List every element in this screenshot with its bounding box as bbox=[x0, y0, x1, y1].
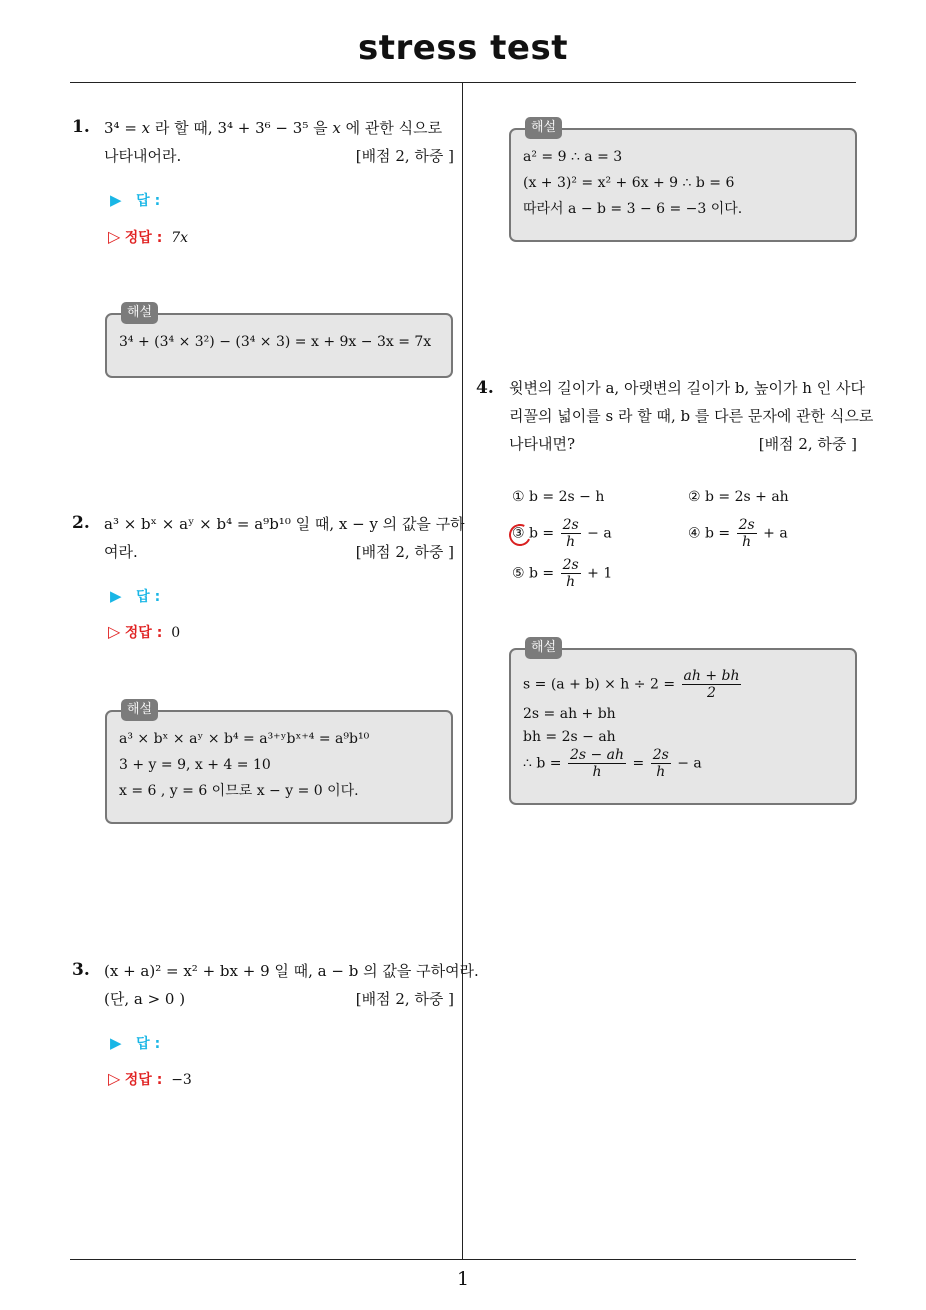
correct-value: 0 bbox=[171, 625, 181, 641]
denominator: 2 bbox=[707, 685, 716, 701]
choice-4[interactable] bbox=[688, 517, 788, 550]
choice-4-post: + a bbox=[758, 525, 788, 542]
q4-line-2: 리꼴의 넓이를 s 라 할 때, b 를 다른 문자에 관한 식으로 bbox=[509, 407, 874, 425]
expl-text: = bbox=[628, 755, 649, 772]
fraction bbox=[561, 557, 581, 590]
correct-value: 7x bbox=[171, 230, 189, 246]
answer-label: 답 : bbox=[136, 193, 161, 209]
choice-3-mark: ③ bbox=[512, 525, 525, 542]
choice-4-pre: b = bbox=[700, 525, 735, 542]
explanation-line: 2s = ah + bh bbox=[523, 706, 616, 722]
explanation-line bbox=[523, 747, 843, 780]
explanation-line: 따라서 a − b = 3 − 6 = −3 이다. bbox=[523, 201, 743, 217]
denominator: h bbox=[742, 534, 752, 550]
question-3-answer bbox=[110, 1033, 160, 1053]
question-4-number: 4. bbox=[476, 378, 494, 398]
explanation-tag: 해설 bbox=[525, 117, 562, 139]
numerator: 2s bbox=[562, 517, 579, 533]
correct-label: 정답 : bbox=[124, 230, 163, 246]
explanation-line: a² = 9 ∴ a = 3 bbox=[523, 149, 623, 165]
triangle-outline-icon: ▷ bbox=[108, 622, 121, 641]
question-1-correct bbox=[108, 227, 188, 247]
q1-var-x: x bbox=[141, 119, 151, 137]
page-number: 1 bbox=[456, 1268, 470, 1290]
explanation-line: bh = 2s − ah bbox=[523, 729, 616, 745]
correct-value: −3 bbox=[171, 1072, 192, 1088]
denominator: h bbox=[566, 574, 576, 590]
top-rule bbox=[70, 82, 856, 83]
denominator: h bbox=[656, 764, 666, 780]
q4-line-3: 나타내면? bbox=[509, 435, 576, 453]
question-4-explanation bbox=[509, 640, 857, 805]
numerator: 2s bbox=[562, 557, 579, 573]
fraction bbox=[737, 517, 757, 550]
choice-3[interactable] bbox=[512, 517, 612, 550]
choice-1[interactable]: ① b = 2s − h bbox=[512, 489, 605, 505]
choice-5-mark: ⑤ bbox=[512, 565, 525, 582]
expl-text: ∴ b = bbox=[523, 755, 566, 772]
explanation-line: a³ × bˣ × aʸ × b⁴ = a³⁺ʸbˣ⁺⁴ = a⁹b¹⁰ bbox=[119, 731, 370, 747]
play-icon: ▶ bbox=[110, 587, 122, 605]
numerator: ah + bh bbox=[683, 668, 740, 684]
correct-label: 정답 : bbox=[124, 1072, 163, 1088]
numerator: 2s bbox=[652, 747, 669, 763]
question-1-number: 1. bbox=[72, 117, 90, 137]
play-icon: ▶ bbox=[110, 191, 122, 209]
explanation-tag: 해설 bbox=[121, 699, 158, 721]
q3-line-2: (단, a > 0 ) bbox=[104, 990, 186, 1008]
q1-var-x2: x bbox=[332, 119, 341, 137]
question-3-meta: [배점 2, 하중 ] bbox=[355, 990, 454, 1008]
q1-text-a: 3⁴ = bbox=[104, 119, 142, 137]
choice-3-post: − a bbox=[582, 525, 612, 542]
explanation-tag: 해설 bbox=[525, 637, 562, 659]
question-2-text bbox=[104, 510, 465, 566]
numerator: 2s bbox=[738, 517, 755, 533]
question-1-text bbox=[104, 114, 454, 170]
page-title: stress test bbox=[358, 28, 568, 68]
choice-5-post: + 1 bbox=[582, 565, 613, 582]
choice-3-pre: b = bbox=[524, 525, 559, 542]
expl-text: − a bbox=[672, 755, 702, 772]
q4-line-1: 윗변의 길이가 a, 아랫변의 길이가 b, 높이가 h 인 사다 bbox=[509, 379, 865, 397]
question-3-number: 3. bbox=[72, 960, 90, 980]
choice-4-mark: ④ bbox=[688, 525, 701, 542]
question-2-number: 2. bbox=[72, 513, 90, 533]
column-divider bbox=[462, 83, 463, 1260]
q3-line-1: (x + a)² = x² + bx + 9 일 때, a − b 의 값을 구하여라. bbox=[104, 962, 479, 980]
question-1-meta: [배점 2, 하중 ] bbox=[355, 147, 454, 165]
question-2-explanation bbox=[105, 702, 453, 824]
explanation-line: (x + 3)² = x² + 6x + 9 ∴ b = 6 bbox=[523, 175, 735, 191]
fraction bbox=[651, 747, 671, 780]
question-4-meta: [배점 2, 하중 ] bbox=[758, 435, 857, 453]
bottom-rule bbox=[70, 1259, 856, 1260]
answer-label: 답 : bbox=[136, 1036, 161, 1052]
q2-line-1: a³ × bˣ × aʸ × b⁴ = a⁹b¹⁰ 일 때, x − y 의 값을 구하 bbox=[104, 515, 465, 533]
explanation-line: 3 + y = 9, x + 4 = 10 bbox=[119, 757, 271, 773]
fraction bbox=[568, 747, 626, 780]
denominator: h bbox=[592, 764, 602, 780]
fraction bbox=[561, 517, 581, 550]
question-4-text bbox=[509, 374, 874, 458]
question-3-text bbox=[104, 957, 479, 1013]
fraction bbox=[682, 668, 742, 701]
explanation-tag: 해설 bbox=[121, 302, 158, 324]
numerator: 2s − ah bbox=[569, 747, 625, 763]
question-2-answer bbox=[110, 586, 160, 606]
question-1-answer bbox=[110, 190, 160, 210]
triangle-outline-icon: ▷ bbox=[108, 227, 121, 246]
expl-text: s = (a + b) × h ÷ 2 = bbox=[523, 676, 680, 693]
q1-text-b: 라 할 때, 3⁴ + 3⁶ − 3⁵ 을 bbox=[150, 119, 333, 137]
correct-label: 정답 : bbox=[124, 625, 163, 641]
explanation-line bbox=[523, 668, 843, 701]
triangle-outline-icon: ▷ bbox=[108, 1069, 121, 1088]
question-3-explanation bbox=[509, 120, 857, 242]
denominator: h bbox=[566, 534, 576, 550]
answer-label: 답 : bbox=[136, 589, 161, 605]
explanation-line: x = 6 , y = 6 이므로 x − y = 0 이다. bbox=[119, 783, 359, 799]
choice-2[interactable]: ② b = 2s + ah bbox=[688, 489, 789, 505]
explanation-line: 3⁴ + (3⁴ × 3²) − (3⁴ × 3) = x + 9x − 3x = 7x bbox=[119, 334, 432, 350]
play-icon: ▶ bbox=[110, 1034, 122, 1052]
q1-text-c: 에 관한 식으로 bbox=[340, 119, 443, 137]
choice-5[interactable] bbox=[512, 557, 612, 590]
choice-5-pre: b = bbox=[524, 565, 559, 582]
question-1-explanation bbox=[105, 305, 453, 378]
question-3-correct bbox=[108, 1069, 192, 1089]
q2-line-2: 여라. bbox=[104, 543, 138, 561]
question-2-meta: [배점 2, 하중 ] bbox=[355, 543, 454, 561]
question-2-correct bbox=[108, 622, 180, 642]
q1-text-d: 나타내어라. bbox=[104, 147, 182, 165]
